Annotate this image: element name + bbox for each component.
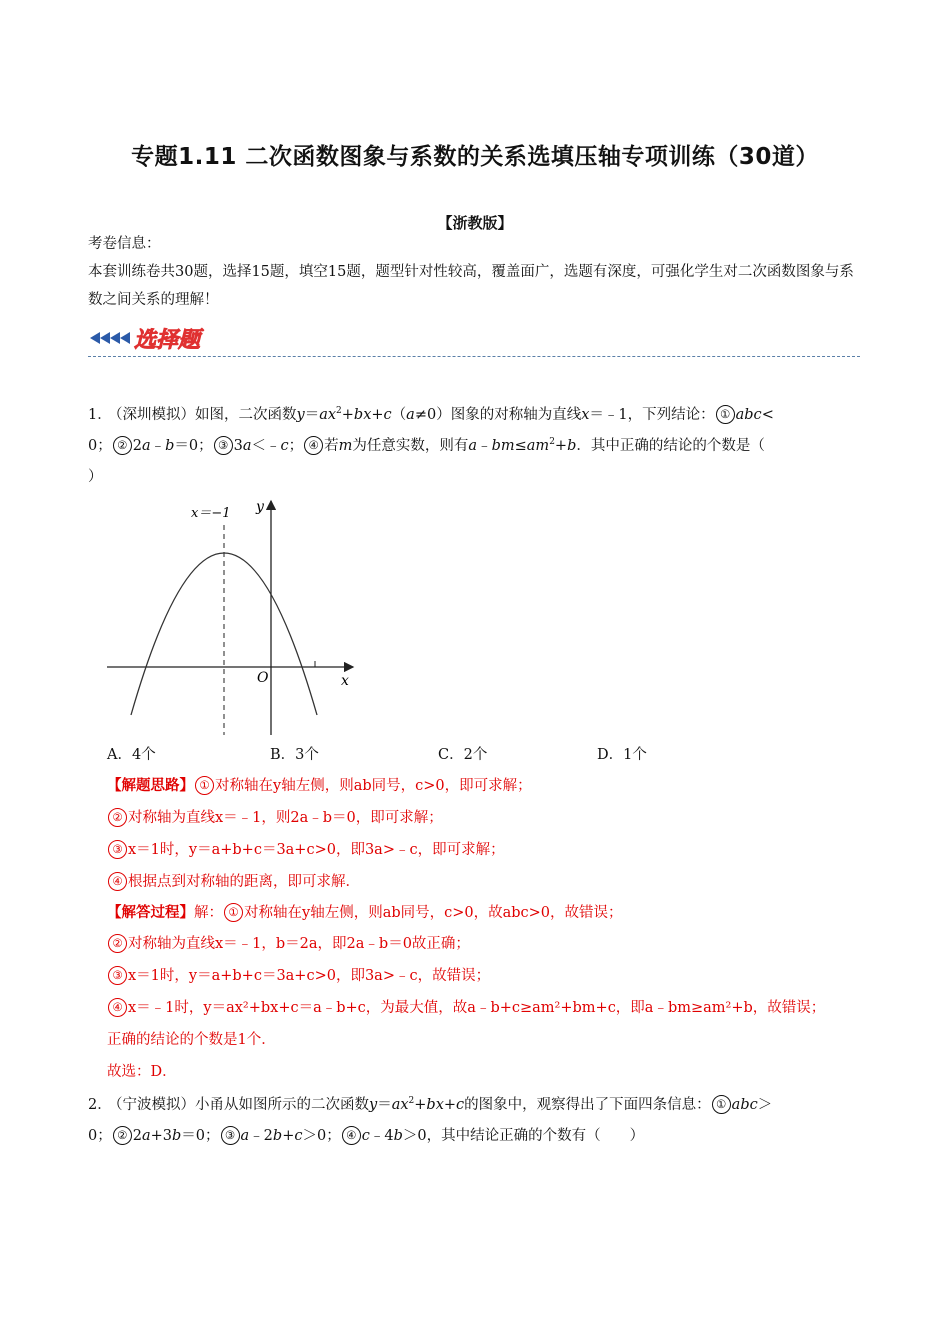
symmetry-axis-label: x＝−1: [191, 506, 231, 521]
option-b: B．3个: [270, 747, 319, 763]
section-divider: [88, 356, 860, 357]
parabola-graph: [105, 495, 365, 740]
intro-text: 本套训练卷共30题，选择15题，填空15题，题型针对性较高，覆盖面广，选题有深度，可强化学生对二次函数图象与系数之间关系的理解！: [88, 264, 854, 308]
solution-line-5: 正确的结论的个数是1个．: [107, 1032, 276, 1048]
solution-line-1: 【解答过程】解： ① 对称轴在y轴左侧，则ab同号，c>0，故abc>0，故错误；: [107, 904, 623, 921]
solution-line-2: ② 对称轴为直线x＝﹣1，b＝2a，即2a﹣b＝0故正确；: [107, 932, 470, 953]
solution-line-6: 故选：D．: [107, 1064, 177, 1080]
x-axis-label: x: [341, 673, 349, 689]
option-a: A．4个: [107, 747, 156, 763]
question-2: 2．（宁波模拟）小甬从如图所示的二次函数$y=ax^2+bx+c$的图象中，观察得出了下面四条信息： ① abc＞ 0； ② 2a+3b＝0； ③ a﹣2b+c＞0； ④ c﹣4b＞0，其中结论正确的个数有（ ）: [88, 1090, 864, 1152]
solution-line-3: ③ x＝1时，y＝a+b+c＝3a+c>0，即3a>﹣c，故错误；: [107, 964, 490, 985]
edition-label: 【浙教版】: [437, 214, 513, 232]
hint-line-2: ② 对称轴为直线x＝﹣1，则2a﹣b＝0，即可求解；: [107, 806, 443, 827]
question-number: 1．: [88, 407, 112, 423]
question-number: 2．: [88, 1097, 112, 1113]
page-title: 专题1.11 二次函数图象与系数的关系选填压轴专项训练（30道）: [131, 144, 819, 170]
question-1: 1．（深圳模拟）如图，二次函数$y=ax^2+bx+c(a\ne 0)$图象的对称轴为直线x＝﹣1，下列结论： ① abc< 0； ② 2a﹣b＝0； ③ 3a＜﹣c； ④ 若m为任意实数，则有$a﹣bm\le am^2+b$．其中正确的结论的个数是（ ）: [88, 400, 864, 493]
option-d: D．1个: [597, 747, 647, 763]
banner-title: 选择题: [134, 328, 201, 353]
origin-label: O: [257, 670, 269, 686]
solution-line-4: ④ x＝﹣1时，y＝ax²+bx+c＝a﹣b+c，为最大值，故a﹣b+c≥am²+bm+c，即a﹣bm≥am²+b，故错误；: [107, 996, 825, 1017]
banner-arrows-icon: [88, 320, 248, 356]
info-label: 考卷信息：: [88, 236, 161, 252]
option-c: C．2个: [438, 747, 488, 763]
hint-line-1: 【解题思路】 ① 对称轴在y轴左侧，则ab同号，c>0，即可求解；: [107, 777, 532, 794]
hint-line-3: ③ x＝1时，y＝a+b+c＝3a+c>0，即3a>﹣c，即可求解；: [107, 838, 505, 859]
hint-line-4: ④ 根据点到对称轴的距离，即可求解．: [107, 870, 360, 891]
y-axis-label: y: [256, 499, 264, 515]
section-banner: [88, 320, 248, 360]
